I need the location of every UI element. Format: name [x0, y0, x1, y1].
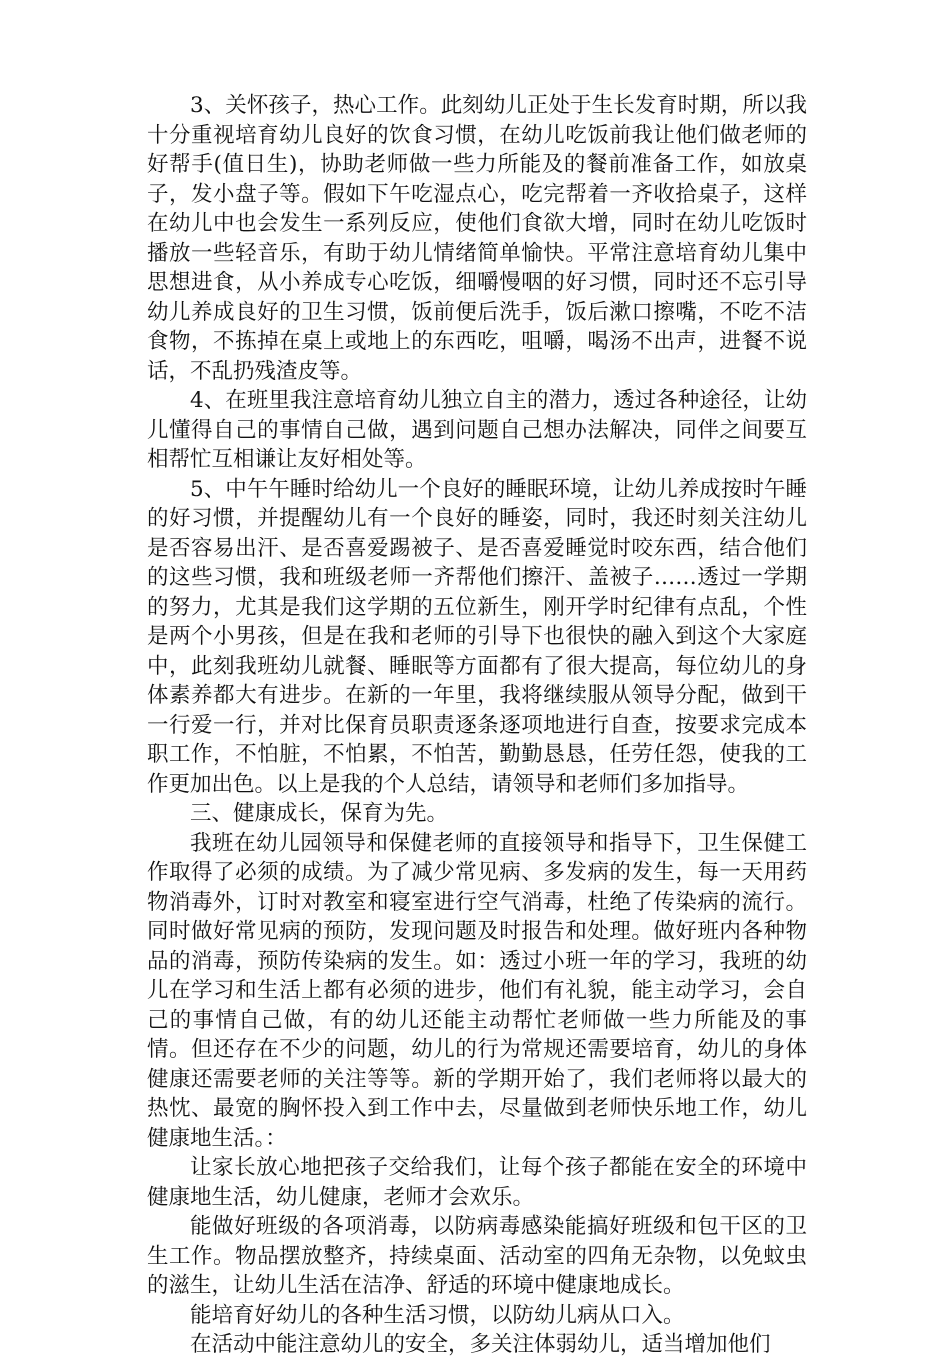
paragraph-living-habits: 能培育好幼儿的各种生活习惯，以防幼儿病从口入。: [190, 1302, 685, 1328]
paragraph-activity-safety: 在活动中能注意幼儿的安全，多关注体弱幼儿，适当增加他们: [190, 1332, 771, 1357]
paragraph-disinfection: 能做好班级的各项消毒，以防病毒感染能搞好班级和包干区的卫生工作。物品摆放整齐，持续桌面、活动室的四角无杂物，以免蚊虫的滋生，让幼儿生活在洁净、舒适的环境中健康地成长。: [147, 1214, 807, 1298]
paragraph-health-care-work: 我班在幼儿园领导和保健老师的直接领导和指导下，卫生保健工作取得了必须的成绩。为了减少常见病、多发病的发生，每一天用药物消毒外，订时对教室和寝室进行空气消毒，杜绝了传染病的流行。同时做好常见病的预防，发现问题及时报告和处理。做好班内各种物品的消毒，预防传染病的发生。如：透过小班一年的学习，我班的幼儿在学习和生活上都有必须的进步，他们有礼貌，能主动学习，会自己的事情自己做，有的幼儿还能主动帮忙老师做一些力所能及的事情。但还存在不少的问题，幼儿的行为常规还需要培育，幼儿的身体健康还需要老师的关注等等。新的学期开始了，我们老师将以最大的热忱、最宽的胸怀投入到工作中去，尽量做到老师快乐地工作，幼儿健康地生活。：: [147, 830, 807, 1151]
paragraph-parents-reassured: 让家长放心地把孩子交给我们，让每个孩子都能在安全的环境中健康地生活，幼儿健康，老师才会欢乐。: [147, 1155, 807, 1210]
paragraph-nap-and-summary: 5、中午午睡时给幼儿一个良好的睡眠环境，让幼儿养成按时午睡的好习惯，并提醒幼儿有一个良好的睡姿，同时，我还时刻关注幼儿是否容易出汗、是否喜爱踢被子、是否喜爱睡觉时咬东西，结合他们的这些习惯，我和班级老师一齐帮他们擦汗、盖被子……透过一学期的努力，尤其是我们这学期的五位新生，刚开学时纪律有点乱，个性是两个小男孩，但是在我和老师的引导下也很快的融入到这个大家庭中，此刻我班幼儿就餐、睡眠等方面都有了很大提高，每位幼儿的身体素养都大有进步。在新的一年里，我将继续服从领导分配，做到干一行爱一行，并对比保育员职责逐条逐项地进行自查，按要求完成本职工作，不怕脏，不怕累，不怕苦，勤勤恳恳，任劳任怨，使我的工作更加出色。以上是我的个人总结，请领导和老师们多加指导。: [147, 476, 807, 797]
paragraph-independence: 4、在班里我注意培育幼儿独立自主的潜力，透过各种途径，让幼儿懂得自己的事情自己做，遇到问题自己想办法解决，同伴之间要互相帮忙互相谦让友好相处等。: [147, 388, 807, 472]
section-heading-health: 三、健康成长，保育为先。: [190, 801, 449, 826]
paragraph-care-eating-habits: 3、关怀孩子，热心工作。此刻幼儿正处于生长发育时期，所以我十分重视培育幼儿良好的饮食习惯，在幼儿吃饭前我让他们做老师的好帮手(值日生)，协助老师做一些力所能及的餐前准备工作，如放桌子，发小盘子等。假如下午吃湿点心，吃完帮着一齐收拾桌子，这样在幼儿中也会发生一系列反应，使他们食欲大增，同时在幼儿吃饭时播放一些轻音乐，有助于幼儿情绪简单愉快。平常注意培育幼儿集中思想进食，从小养成专心吃饭，细嚼慢咽的好习惯，同时还不忘引导幼儿养成良好的卫生习惯，饭前便后洗手，饭后漱口擦嘴，不吃不洁食物，不拣掉在桌上或地上的东西吃，咀嚼，喝汤不出声，进餐不说话，不乱扔残渣皮等。: [147, 93, 807, 384]
document-body: [147, 91, 807, 1360]
